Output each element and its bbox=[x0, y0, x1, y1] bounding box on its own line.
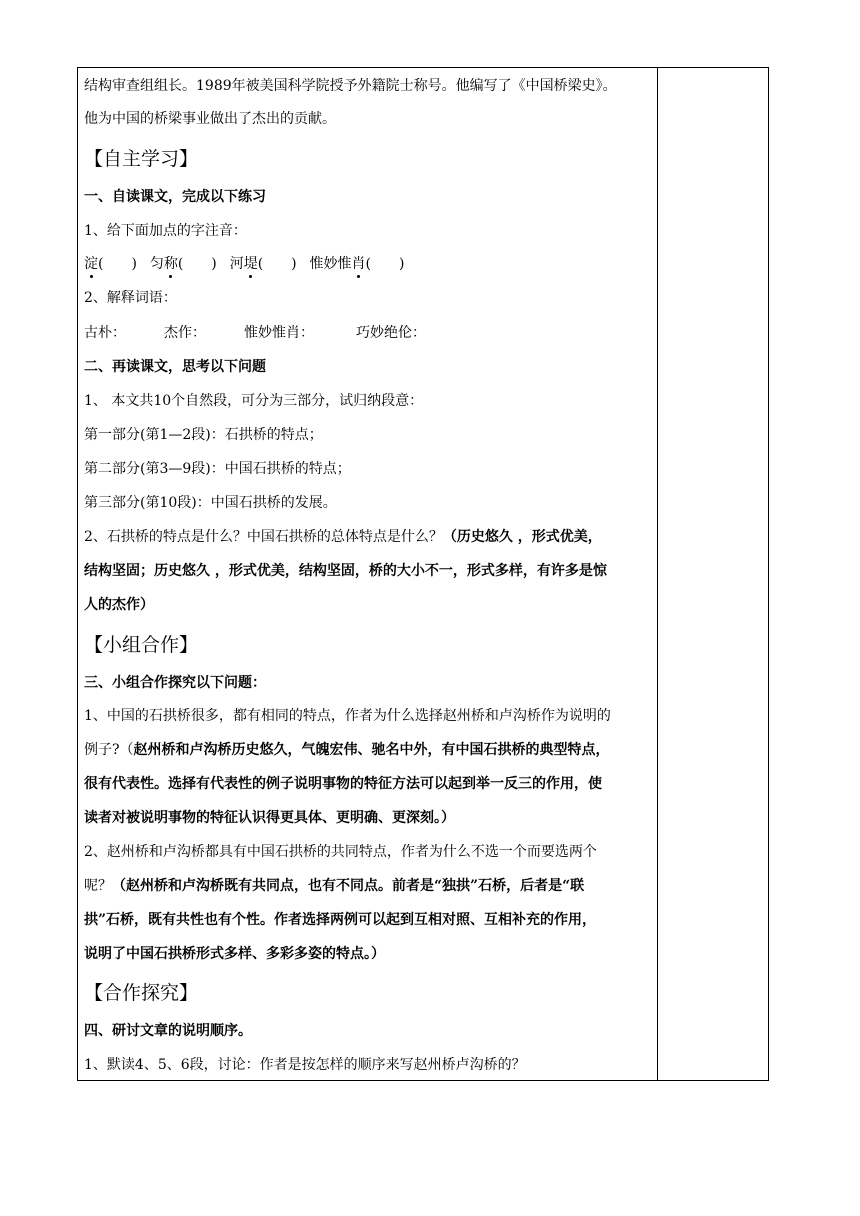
blank: ( ) bbox=[177, 256, 217, 272]
words-row bbox=[84, 323, 426, 343]
part-1: 第一部分(第1—2段)：石拱桥的特点； bbox=[84, 427, 323, 443]
intro-line-2: 他为中国的桥梁事业做出了杰出的贡献。 bbox=[84, 111, 336, 127]
heading-hezuo: 【合作探究】 bbox=[84, 982, 199, 1004]
q3-item1-line1: 1、中国的石拱桥很多，都有相同的特点，作者为什么选择赵州桥和卢沟桥作为说明的 bbox=[84, 708, 611, 724]
q3-item2-answer-3: 说明了中国石拱桥形式多样、多彩多姿的特点。） bbox=[84, 946, 385, 962]
dotted-char: 称 bbox=[163, 256, 178, 272]
dotted-char: 淀 bbox=[84, 256, 98, 272]
q3-item2-line2 bbox=[84, 876, 584, 896]
heading-xiaozu: 【小组合作】 bbox=[84, 634, 199, 656]
word-jiezuo: 杰作： bbox=[164, 325, 206, 341]
q3-item1-line2 bbox=[84, 740, 610, 760]
intro-line-1: 结构审查组组长。1989年被美国科学院授予外籍院士称号。他编写了《中国桥梁史》。 bbox=[84, 78, 617, 94]
q3-item2-answer-2: 拱”石桥，既有共性也有个性。作者选择两例可以起到互相对照、互相补充的作用， bbox=[84, 912, 597, 928]
q2-answer-2: 结构坚固；历史悠久 ，形式优美，结构坚固，桥的大小不一，形式多样，有许多是惊 bbox=[84, 563, 607, 579]
part-2: 第二部分(第3—9段)：中国石拱桥的特点； bbox=[84, 461, 351, 477]
question-text: 例子?（ bbox=[84, 742, 134, 758]
word-gupu: 古朴： bbox=[84, 325, 126, 341]
word-weimiao: 惟妙惟肖： bbox=[244, 325, 314, 341]
q2-answer-3: 人的杰作） bbox=[84, 597, 154, 613]
blank: ( ) bbox=[257, 256, 297, 272]
q1-item1: 1、给下面加点的字注音： bbox=[84, 223, 247, 239]
dotted-char: 肖 bbox=[351, 256, 366, 272]
q4-title: 四、研讨文章的说明顺序。 bbox=[84, 1023, 252, 1039]
q2-item2 bbox=[84, 527, 602, 547]
word-qiaomiao: 巧妙绝伦： bbox=[356, 325, 426, 341]
q1-title: 一、自读课文，完成以下练习 bbox=[84, 189, 266, 205]
q2-item1: 1、 本文共10个自然段，可分为三部分，试归纳段意： bbox=[84, 393, 424, 409]
q1-item2: 2、解释词语： bbox=[84, 290, 177, 306]
dotted-char: 堤 bbox=[243, 256, 258, 272]
blank: ( ) bbox=[365, 256, 405, 272]
q2-title: 二、再读课文，思考以下问题 bbox=[84, 359, 266, 375]
q3-title: 三、小组合作探究以下问题： bbox=[84, 675, 266, 691]
q3-item1-answer-3: 读者对被说明事物的特征认识得更具体、更明确、更深刻。） bbox=[84, 810, 455, 826]
part-3: 第三部分(第10段)：中国石拱桥的发展。 bbox=[84, 495, 337, 511]
q3-item1-answer-2: 很有代表性。选择有代表性的例子说明事物的特征方法可以起到举一反三的作用，使 bbox=[84, 776, 602, 792]
answer-text: （历史悠久 ，形式优美， bbox=[442, 529, 602, 545]
q3-item2-line1: 2、赵州桥和卢沟桥都具有中国石拱桥的共同特点，作者为什么不选一个而要选两个 bbox=[84, 844, 597, 860]
q4-item1: 1、默读4、5、6段，讨论：作者是按怎样的顺序来写赵州桥卢沟桥的？ bbox=[84, 1057, 526, 1073]
blank: ( ) bbox=[98, 256, 137, 272]
answer-text: 赵州桥和卢沟桥历史悠久，气魄宏伟、驰名中外，有中国石拱桥的典型特点， bbox=[133, 742, 610, 758]
pinyin-row bbox=[84, 254, 404, 274]
word-text: 匀 bbox=[149, 256, 164, 272]
question-text: 呢？ bbox=[84, 878, 112, 894]
word-text: 惟妙惟 bbox=[309, 256, 352, 272]
question-text: 2、石拱桥的特点是什么？中国石拱桥的总体特点是什么？ bbox=[84, 529, 443, 545]
answer-text: （赵州桥和卢沟桥既有共同点，也有不同点。前者是“独拱”石桥，后者是“联 bbox=[112, 878, 585, 894]
table-column-divider bbox=[657, 67, 658, 1081]
word-text: 河 bbox=[229, 256, 244, 272]
heading-zizhu: 【自主学习】 bbox=[84, 148, 199, 170]
